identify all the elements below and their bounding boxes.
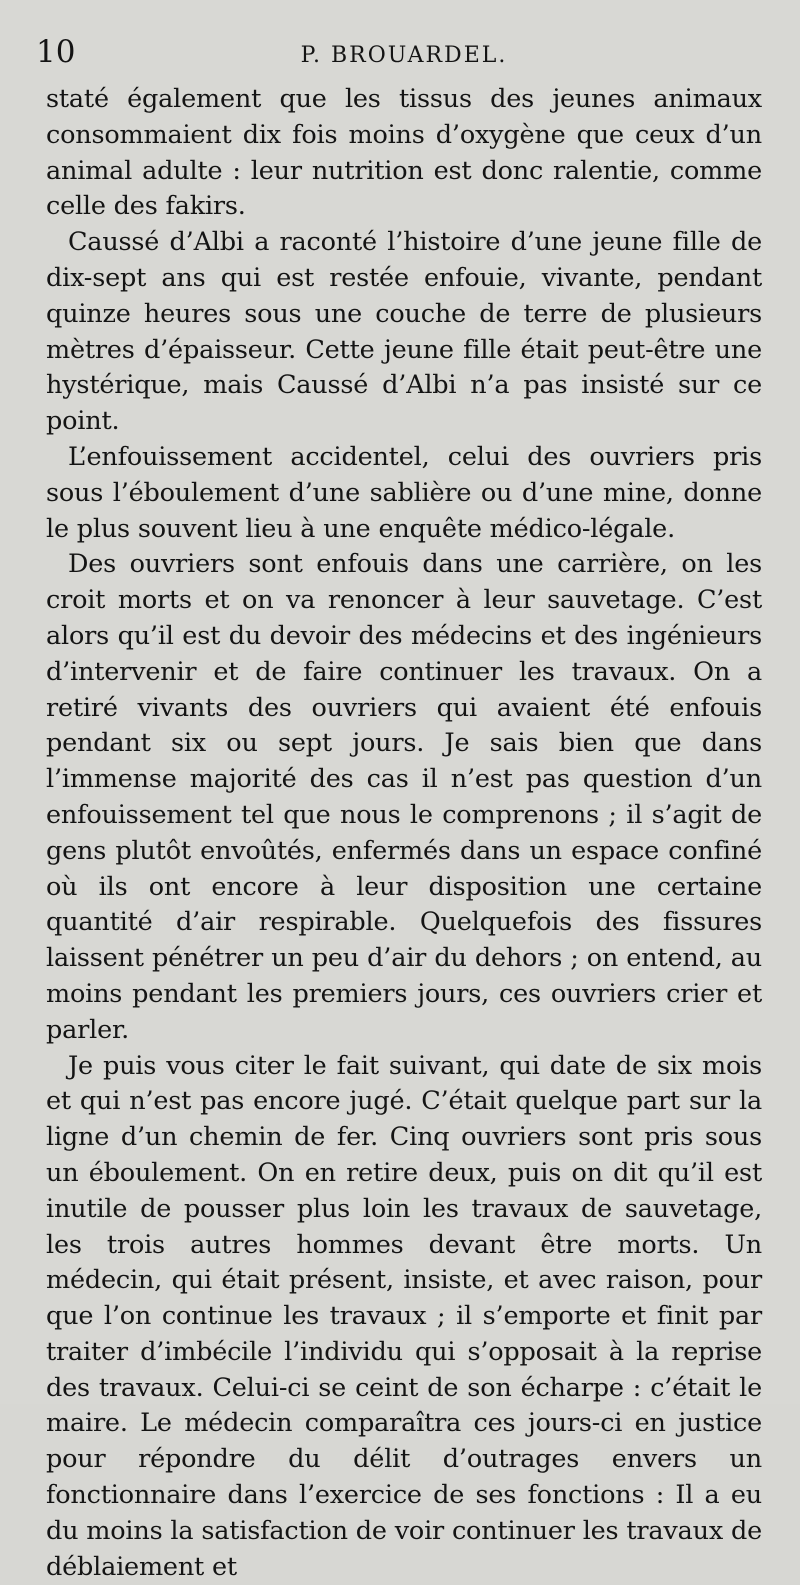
page-number: 10 (36, 34, 76, 70)
running-head (36, 34, 762, 82)
paragraph-ouvriers-enfouis: Des ouvriers sont enfouis dans une carrière, on les croit morts et on va renoncer à leur sauvetage. C’est alors qu’il est du devoir des médecins et des ingénieurs d’intervenir et de faire continuer les travaux. On a retiré vivants des ouvriers qui avaient été enfouis pendant six ou sept jours. Je sais bien que dans l’immense majorité des cas il n’est pas question d’un enfouissement tel que nous le comprenons ; il s’agit de gens plutôt envoûtés, enfermés dans un espace confiné où ils ont encore à leur disposition une certaine quantité d’air respirable. Quelquefois des fissures laissent pénétrer un peu d’air du dehors ; on entend, au moins pendant les premiers jours, ces ouvriers crier et parler. (46, 549, 762, 1045)
paragraph-continuation: staté également que les tissus des jeunes animaux consommaient dix fois moins d’oxygène que ceux d’un animal adulte : leur nutrition est donc ralentie, comme celle des fakirs. (46, 84, 762, 222)
running-title: P. BROUARDEL. (300, 43, 508, 68)
page-body (46, 82, 762, 1585)
paragraph-causse-dalbi: Caussé d’Albi a raconté l’histoire d’une jeune fille de dix-sept ans qui est restée enfouie, vivante, pendant quinze heures sous une couche de terre de plusieurs mètres d’épaisseur. Cette jeune fille était peut-être une hystérique, mais Caussé d’Albi n’a pas insisté sur ce point. (46, 227, 762, 437)
paragraph-fait-suivant: Je puis vous citer le fait suivant, qui date de six mois et qui n’est pas encore jugé. C’était quelque part sur la ligne d’un chemin de fer. Cinq ouvriers sont pris sous un éboulement. On en retire deux, puis on dit qu’il est inutile de pousser plus loin les travaux de sauvetage, les trois autres hommes devant être morts. Un médecin, qui était présent, insiste, et avec raison, pour que l’on continue les travaux ; il s’emporte et finit par traiter d’imbécile l’individu qui s’opposait à la reprise des travaux. Celui-ci se ceint de son écharpe : c’était le maire. Le médecin comparaîtra ces jours-ci en justice pour répondre du délit d’outrages envers un fonctionnaire dans l’exercice de ses fonctions : Il a eu du moins la satisfaction de voir continuer les travaux de déblaiement et (46, 1050, 762, 1582)
paragraph-enfouissement-accidentel: L’enfouissement accidentel, celui des ouvriers pris sous l’éboulement d’une sablière ou d’une mine, donne le plus souvent lieu à une enquête médico-légale. (46, 441, 762, 544)
